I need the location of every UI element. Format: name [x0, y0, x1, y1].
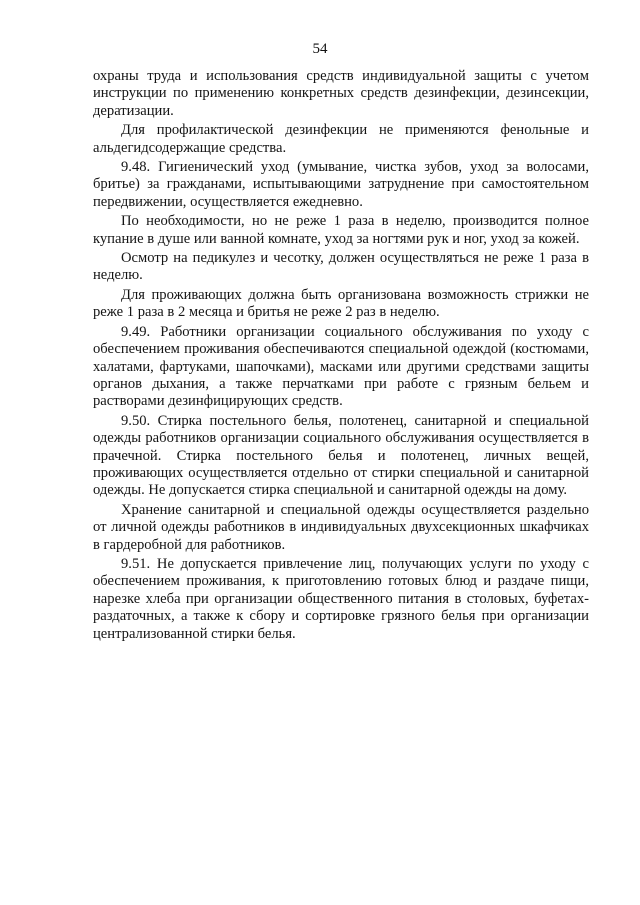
document-body — [93, 68, 589, 645]
paragraph-bathing: По необходимости, но не реже 1 раза в неделю, производится полное купание в душе или ванной комнате, уход за ногтями рук и ног, уход за кожей. — [93, 213, 589, 247]
paragraph-9-50: 9.50. Стирка постельного белья, полотенец, санитарной и специальной одежды работников организации социального обслуживания осуществляется в прачечной. Стирка постельного белья и полотенец, личных вещей, проживающих осуществляется отдельно от стирки специальной и санитарной одежды. Не допускается стирка специальной и санитарной одежды на дому. — [93, 412, 589, 499]
paragraph-9-48: 9.48. Гигиенический уход (умывание, чистка зубов, уход за волосами, бритье) за гражданами, испытывающими затруднение при самостоятельном передвижении, осуществляется ежедневно. — [93, 159, 589, 210]
paragraph-9-49: 9.49. Работники организации социального обслуживания по уходу с обеспечением проживания обеспечиваются специальной одеждой (костюмами, халатами, фартуками, шапочками), масками или другими средствами защиты органов дыхания, а также перчатками при работе с грязным бельем и растворами дезинфицирующих средств. — [93, 323, 589, 410]
paragraph-clothing-storage: Хранение санитарной и специальной одежды осуществляется раздельно от личной одежды работников в индивидуальных двухсекционных шкафчиках в гардеробной для работников. — [93, 501, 589, 553]
page-number: 54 — [312, 41, 328, 57]
paragraph-disinfection-note: Для профилактической дезинфекции не применяются фенольные и альдегидсодержащие средства. — [93, 122, 589, 156]
paragraph-haircut-shaving: Для проживающих должна быть организована возможность стрижки не реже 1 раза в 2 месяца и бритья не реже 2 раз в неделю. — [93, 286, 589, 321]
paragraph-9-51: 9.51. Не допускается привлечение лиц, получающих услуги по уходу с обеспечением проживания, к приготовлению готовых блюд и раздаче пищи, нарезке хлеба при организации общественного питания в столовых, буфетах-раздаточных, а также к сбору и сортировке грязного белья при организации централизованной стирки белья. — [93, 555, 589, 642]
paragraph-continuation: охраны труда и использования средств индивидуальной защиты с учетом инструкции по применению конкретных средств дезинфекции, дезинсекции, дератизации. — [93, 68, 589, 119]
paragraph-pediculosis-check: Осмотр на педикулез и чесотку, должен осуществляться не реже 1 раза в неделю. — [93, 250, 589, 284]
